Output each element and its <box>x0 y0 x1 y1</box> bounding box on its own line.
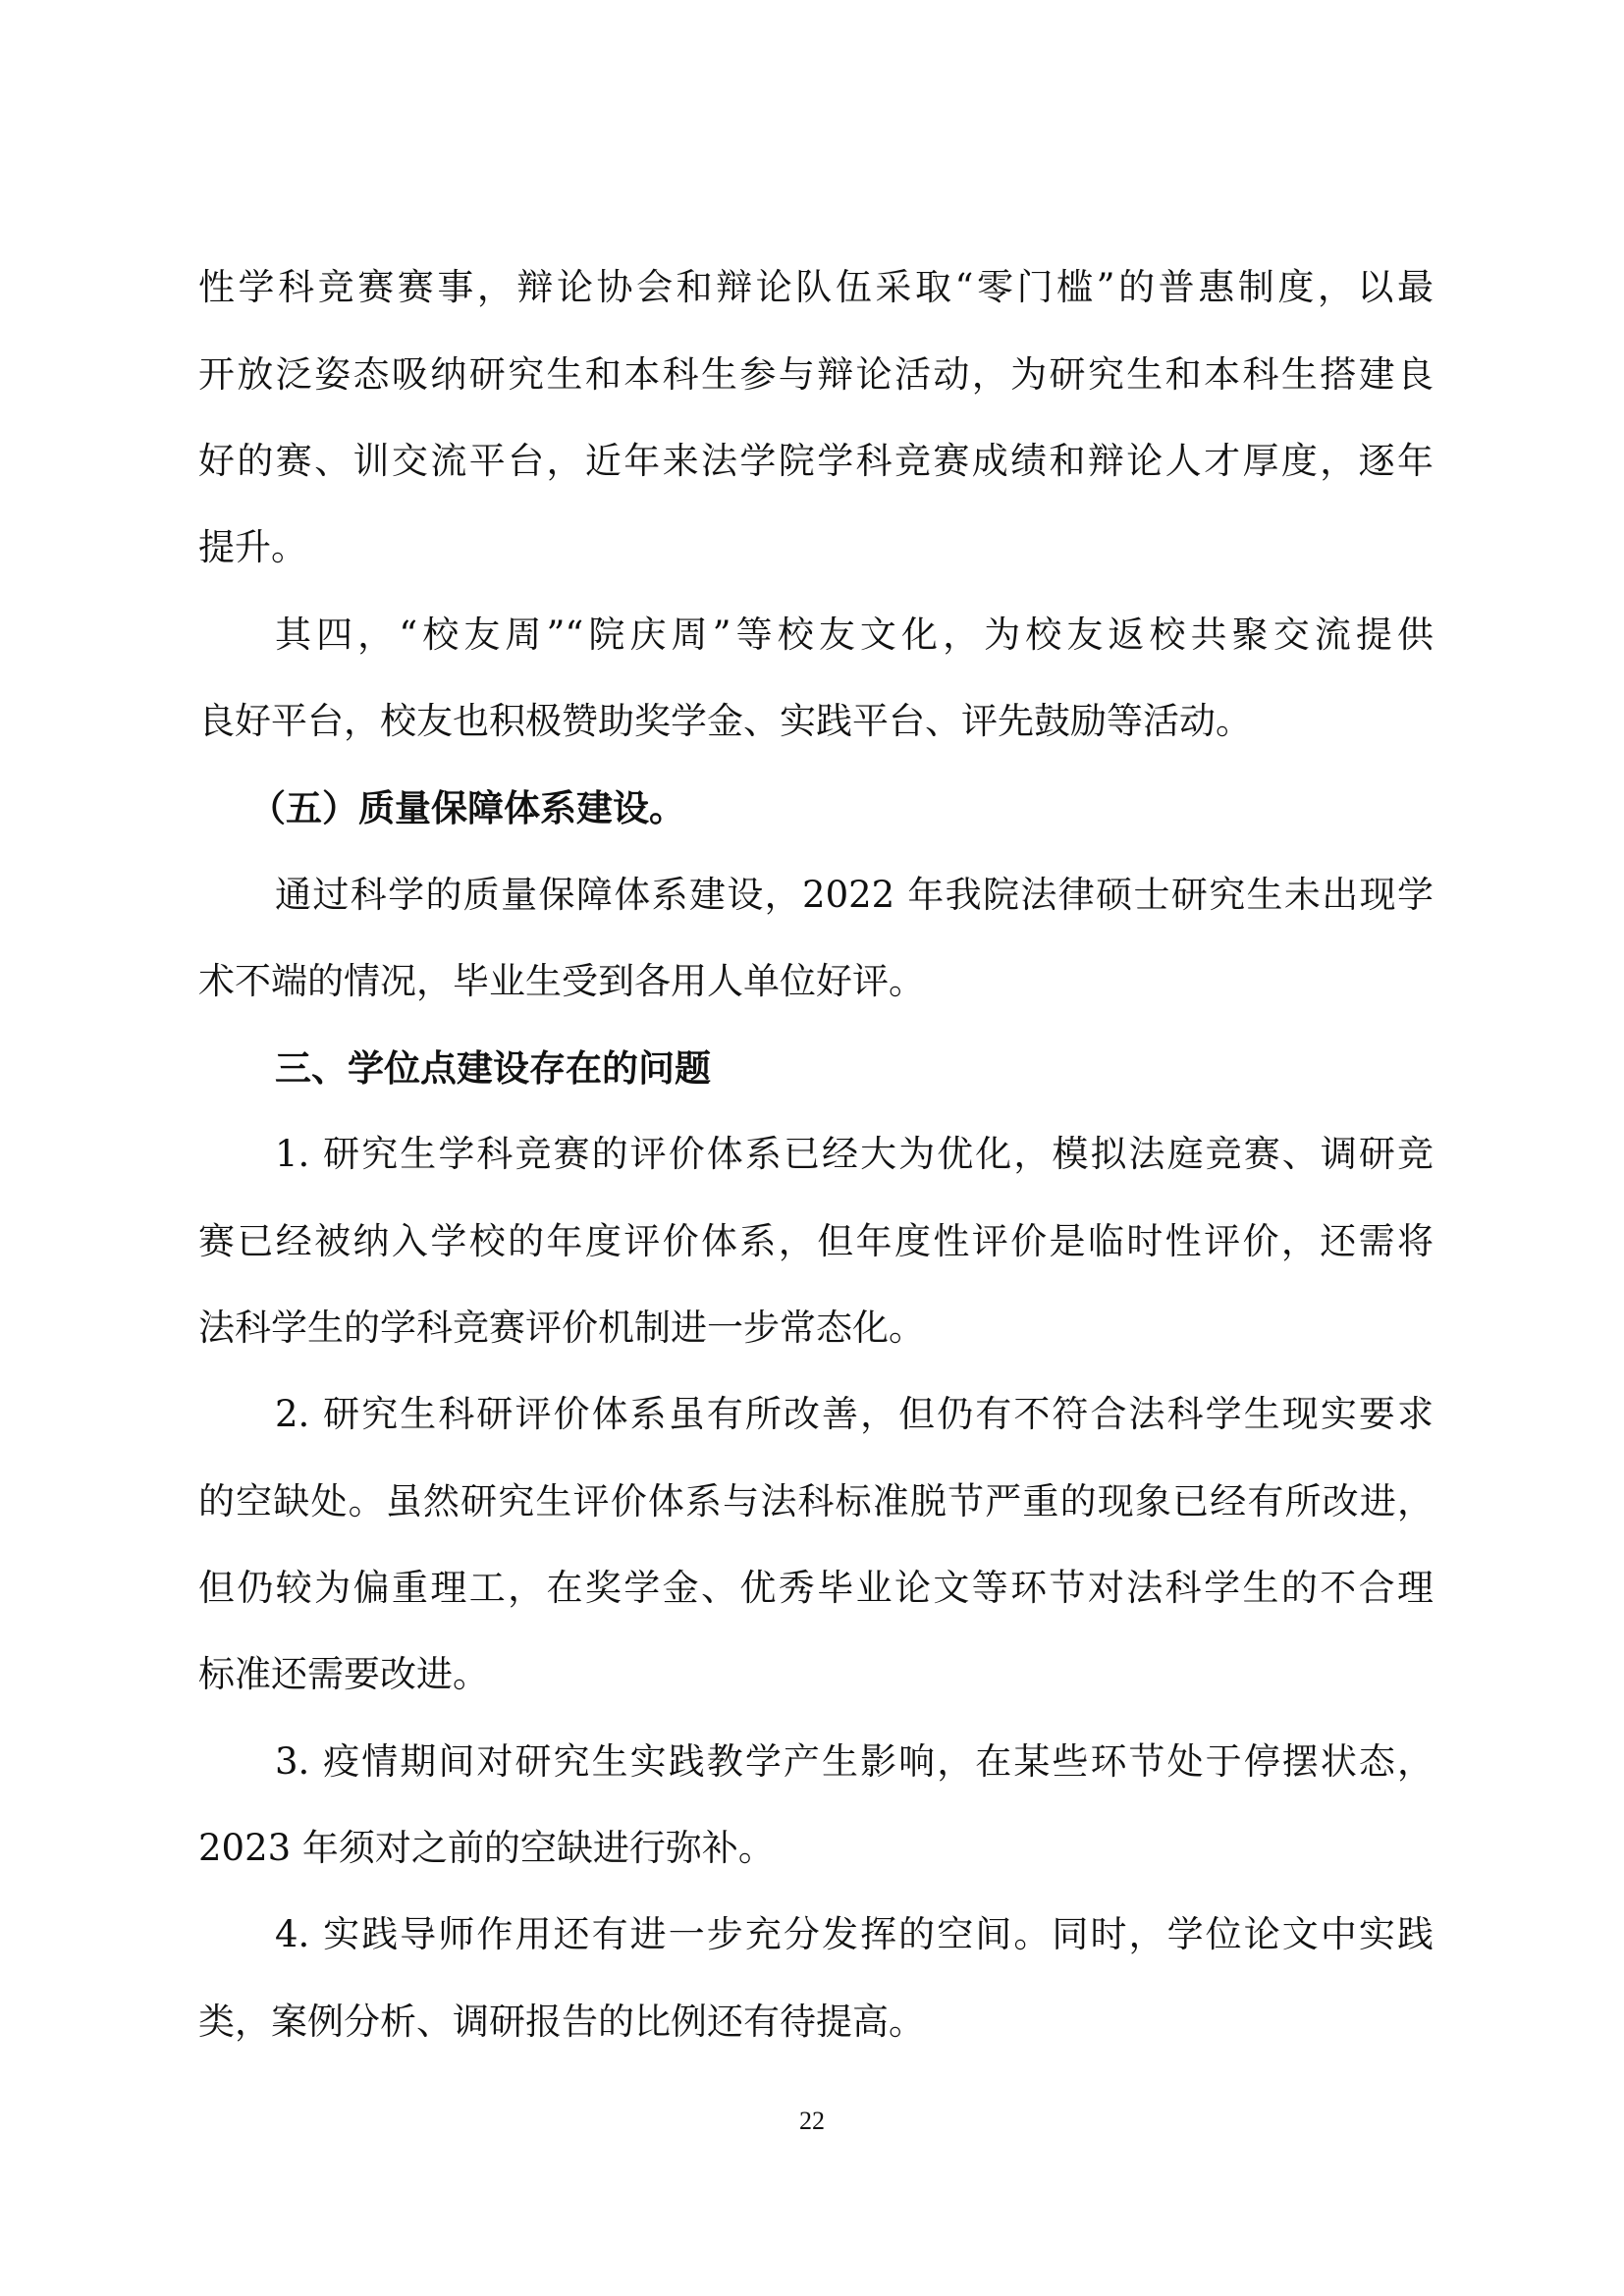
paragraph-line: 2. 研究生科研评价体系虽有所改善，但仍有不符合法科学生现实要求 <box>275 1393 1434 1435</box>
paragraph-line: 提升。 <box>198 526 307 568</box>
paragraph-line: 赛已经被纳入学校的年度评价体系，但年度性评价是临时性评价，还需将 <box>198 1220 1434 1262</box>
paragraph-line: 通过科学的质量保障体系建设，2022 年我院法律硕士研究生未出现学 <box>275 874 1434 916</box>
section-heading: （五）质量保障体系建设。 <box>249 786 685 829</box>
paragraph-line: 类，案例分析、调研报告的比例还有待提高。 <box>198 2001 925 2043</box>
page-number: 22 <box>799 2107 825 2135</box>
paragraph-line: 标准还需要改进。 <box>198 1653 489 1695</box>
document-page <box>198 0 1434 2296</box>
paragraph-line: 开放泛姿态吸纳研究生和本科生参与辩论活动，为研究生和本科生搭建良 <box>198 353 1434 396</box>
paragraph-line: 其四，“校友周”“院庆周”等校友文化，为校友返校共聚交流提供 <box>275 614 1434 656</box>
section-heading: 三、学位点建设存在的问题 <box>275 1046 711 1090</box>
paragraph-line: 的空缺处。虽然研究生评价体系与法科标准脱节严重的现象已经有所改进， <box>198 1480 1434 1522</box>
paragraph-line: 4. 实践导师作用还有进一步充分发挥的空间。同时，学位论文中实践 <box>275 1913 1434 1955</box>
paragraph-line: 3. 疫情期间对研究生实践教学产生影响，在某些环节处于停摆状态， <box>275 1740 1434 1783</box>
paragraph-line: 但仍较为偏重理工，在奖学金、优秀毕业论文等环节对法科学生的不合理 <box>198 1567 1434 1609</box>
paragraph-line: 法科学生的学科竞赛评价机制进一步常态化。 <box>198 1307 925 1349</box>
paragraph-line: 好的赛、训交流平台，近年来法学院学科竞赛成绩和辩论人才厚度，逐年 <box>198 440 1434 482</box>
paragraph-line: 2023 年须对之前的空缺进行弥补。 <box>198 1827 775 1869</box>
paragraph-line: 1. 研究生学科竞赛的评价体系已经大为优化，模拟法庭竞赛、调研竞 <box>275 1133 1434 1175</box>
paragraph-line: 性学科竞赛赛事，辩论协会和辩论队伍采取“零门槛”的普惠制度，以最 <box>198 266 1434 308</box>
paragraph-line: 术不端的情况，毕业生受到各用人单位好评。 <box>198 960 925 1002</box>
paragraph-line: 良好平台，校友也积极赞助奖学金、实践平台、评先鼓励等活动。 <box>198 700 1252 742</box>
